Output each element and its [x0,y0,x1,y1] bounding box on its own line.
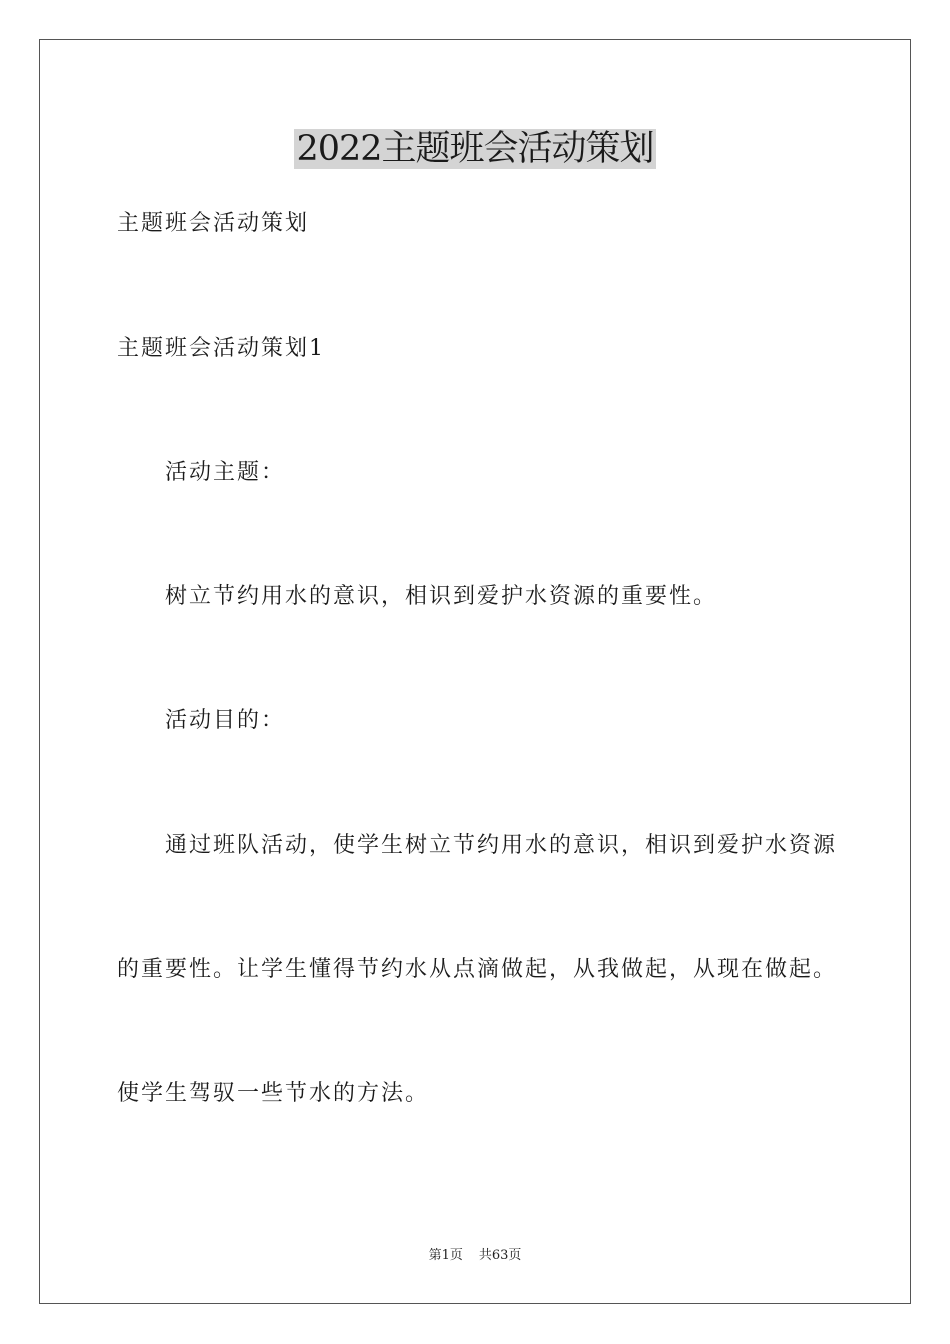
paragraph-activity-theme-text: 树立节约用水的意识，相识到爱护水资源的重要性。 [165,584,718,609]
document-title-text: 2022主题班会活动策划 [296,129,654,169]
page-footer [0,1247,950,1265]
paragraph-subtitle: 主题班会活动策划 [117,211,310,236]
paragraph-activity-goal-label: 活动目的： [165,708,286,733]
paragraph-activity-goal-line-2: 的重要性。让学生懂得节约水从点滴做起，从我做起，从现在做起。 [117,957,838,982]
page-number: 第1页 [428,1248,463,1263]
paragraph-activity-goal-line-3: 使学生驾驭一些节水的方法。 [117,1081,430,1106]
page-total: 共63页 [478,1248,522,1263]
paragraph-activity-theme-label: 活动主题： [165,460,286,485]
paragraph-activity-goal-line-1: 通过班队活动，使学生树立节约用水的意识，相识到爱护水资源 [165,833,838,858]
paragraph-section-heading: 主题班会活动策划1 [117,336,325,361]
document-title [0,126,950,172]
